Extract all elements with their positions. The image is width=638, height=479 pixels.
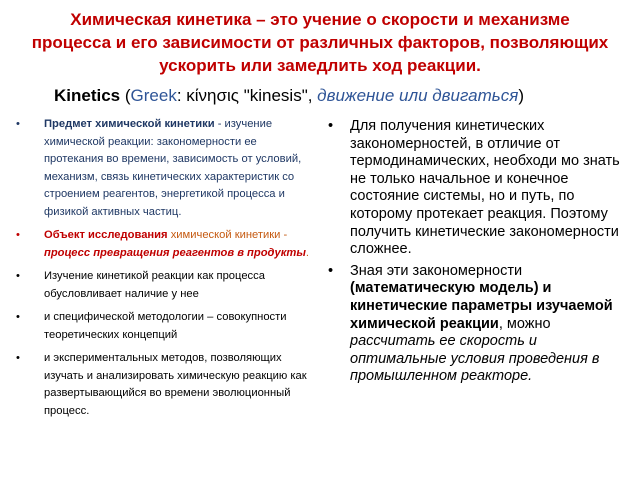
bullet: • [328, 262, 334, 279]
greek-link[interactable]: Greek [130, 86, 177, 105]
paren-open: ( [120, 86, 131, 105]
list-item-text: и специфической методологии – совокупности теоретических концепций [44, 311, 287, 341]
item-middle: химической кинетики - [167, 229, 288, 241]
right-column [322, 118, 622, 390]
item-bold: (математическую модель) и кинетические параметры изучаемой химической реакции [350, 280, 613, 332]
left-column [16, 116, 314, 426]
paren-close: ) [518, 86, 524, 105]
bullet: • [16, 118, 20, 130]
item-end: . [305, 246, 309, 259]
list-item-text: Изучение кинетикой реакции как процесса обусловливает наличие у нее [44, 270, 265, 300]
list-item [16, 350, 314, 420]
list-item [16, 227, 314, 262]
list-item-text: Для получения кинетических закономерностей, в отличие от термодинамических, необходи мо знать не только начальное и конечное состояние системы, но и путь, по которому протекает реакция. Поэтому получить кинетические закономерности сложнее. [350, 118, 620, 258]
list-item [16, 309, 314, 344]
item-lead: Предмет химической кинетики [44, 118, 215, 130]
list-item-text [44, 227, 314, 262]
item-emphasis: процесс превращения реагентов в продукты [44, 246, 306, 259]
list-item [16, 268, 314, 303]
slide-title: Химическая кинетика – это учение о скорости и механизме процесса и его зависимости от различных факторов, позволяющих ускорить или замедлить ход реакции. [31, 10, 609, 75]
list-item-text [44, 116, 314, 221]
bullet: • [328, 118, 334, 134]
list-item-text: и экспериментальных методов, позволяющих изучать и анализировать химическую реакцию как развертывающийся во времени эволюционный процесс. [44, 352, 307, 417]
kinetics-term: Kinetics [54, 86, 121, 105]
item-lead: Объект исследования [44, 229, 168, 241]
list-item [322, 118, 622, 259]
item-rest: - изучение химической реакции: закономерности ее протекания во времени, зависимость от условий, механизм, связь кинетических характеристик со строением реагентов, энергетикой процесса и физикой активных частиц. [44, 118, 302, 218]
bullet: • [16, 352, 20, 364]
bullet: • [16, 311, 20, 323]
kinetics-etymology [54, 85, 614, 107]
item-plain-2: , можно [498, 315, 551, 332]
list-item [16, 116, 314, 221]
bullet: • [16, 270, 20, 282]
item-plain: Зная эти закономерности [350, 262, 523, 279]
list-item [322, 263, 622, 386]
list-item-text [350, 263, 622, 386]
translation: движение или двигаться [317, 86, 519, 105]
item-italic: рассчитать ее скорость и оптимальные условия проведения в промышленном реакторе. [350, 333, 600, 385]
greek-word: : κίνησις "kinesis", [176, 86, 318, 105]
bullet: • [16, 229, 20, 241]
